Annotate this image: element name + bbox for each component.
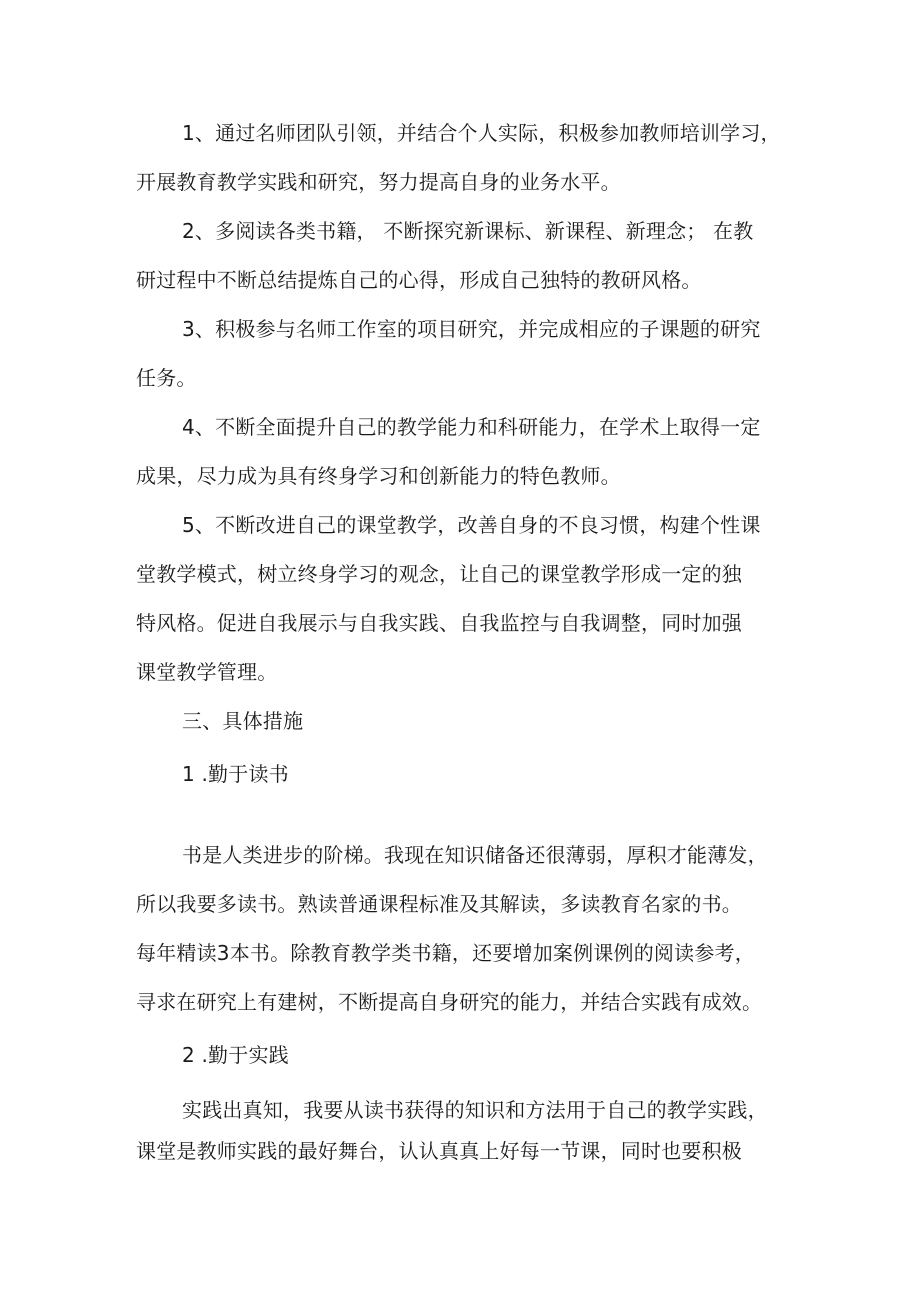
paragraph-5-line-2: 堂教学模式，树立终身学习的观念，让自己的课堂教学形成一定的独 <box>136 562 742 586</box>
reading-paragraph-line-2: 所以我要多读书。熟读普通课程标准及其解读，多读教育名家的书。 <box>136 892 742 916</box>
paragraph-4-line-2: 成果，尽力成为具有终身学习和创新能力的特色教师。 <box>136 464 621 488</box>
paragraph-2-line-1: 2、多阅读各类书籍， 不断探究新课标、新课程、新理念； 在教 <box>182 219 754 243</box>
reading-paragraph-line-3: 每年精读3本书。除教育教学类书籍，还要增加案例课例的阅读参考， <box>136 941 755 965</box>
reading-paragraph-line-1: 书是人类进步的阶梯。我现在知识储备还很薄弱，厚积才能薄发， <box>182 843 768 867</box>
paragraph-1-line-1: 1、通过名师团队引领，并结合个人实际，积极参加教师培训学习， <box>182 121 781 145</box>
paragraph-4-line-1: 4、不断全面提升自己的教学能力和科研能力，在学术上取得一定 <box>182 415 761 439</box>
subheading-diligent-practice: 2 .勤于实践 <box>182 1043 289 1067</box>
paragraph-1-line-2: 开展教育教学实践和研究，努力提高自身的业务水平。 <box>136 170 621 194</box>
paragraph-2-line-2: 研过程中不断总结提炼自己的心得，形成自己独特的教研风格。 <box>136 268 702 292</box>
section-heading-specific-measures: 三、具体措施 <box>182 709 304 733</box>
reading-paragraph-line-4: 寻求在研究上有建树，不断提高自身研究的能力，并结合实践有成效。 <box>136 990 763 1014</box>
paragraph-5-line-4: 课堂教学管理。 <box>136 660 278 684</box>
practice-paragraph-line-2: 课堂是教师实践的最好舞台，认认真真上好每一节课，同时也要积极 <box>136 1139 742 1163</box>
paragraph-5-line-3: 特风格。促进自我展示与自我实践、自我监控与自我调整，同时加强 <box>136 611 742 635</box>
paragraph-3-line-2: 任务。 <box>136 366 197 390</box>
practice-paragraph-line-1: 实践出真知，我要从读书获得的知识和方法用于自己的教学实践， <box>182 1098 768 1122</box>
paragraph-3-line-1: 3、积极参与名师工作室的项目研究，并完成相应的子课题的研究 <box>182 317 761 341</box>
subheading-diligent-reading: 1 .勤于读书 <box>182 762 289 786</box>
paragraph-5-line-1: 5、不断改进自己的课堂教学，改善自身的不良习惯，构建个性课 <box>182 513 761 537</box>
